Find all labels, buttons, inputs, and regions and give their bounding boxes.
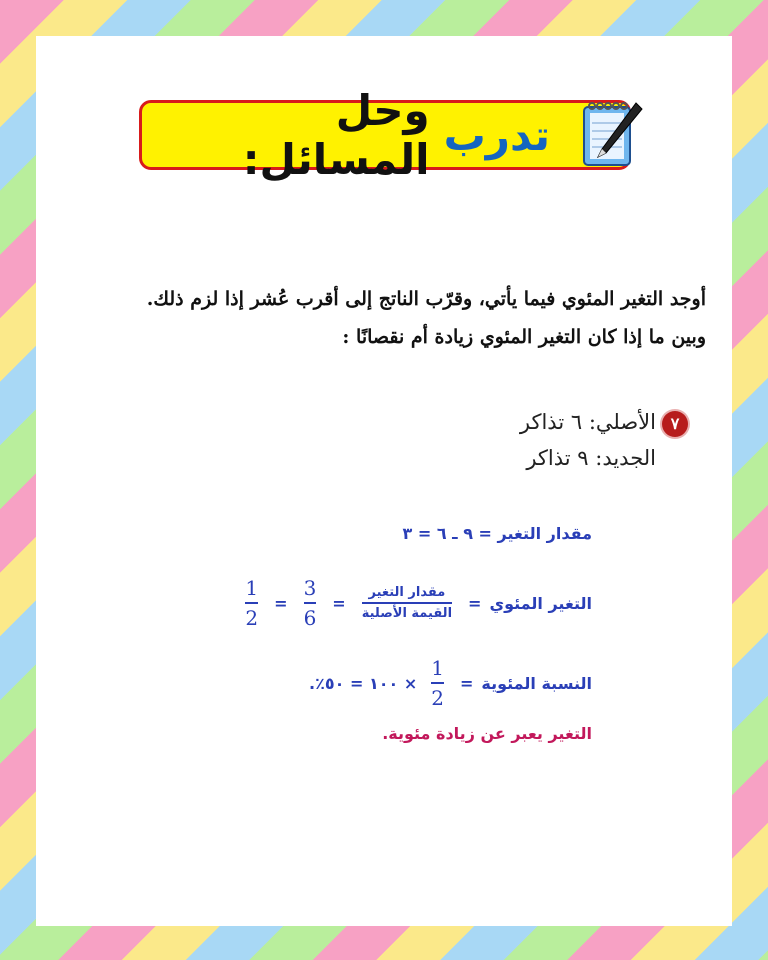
instruction-text: أوجد التغير المئوي فيما يأتي، وقرّب الناتج إلى أقرب عُشر إذا لزم ذلك. وبين ما إذا كان التغير المئوي زيادة أم نقصانًا : — [146, 288, 706, 348]
fraction-bar — [431, 682, 444, 684]
percent-fraction-numerator: 1 — [431, 656, 444, 680]
fraction-simplified-denominator: 2 — [245, 606, 259, 630]
fraction-values-denominator: 6 — [303, 606, 317, 630]
fraction-words-denominator: القيمة الأصلية — [361, 606, 453, 621]
percent-row — [309, 656, 592, 710]
problem-original-row — [336, 404, 688, 440]
content-card — [36, 36, 732, 926]
fraction-bar — [304, 602, 317, 604]
title-banner — [139, 86, 631, 184]
fraction-simplified-numerator: 1 — [245, 576, 259, 600]
problem-number-badge: ٧ — [662, 411, 688, 437]
change-amount-line: مقدار التغير = ٩ ـ ٦ = ٣ — [402, 524, 592, 543]
percent-change-row — [237, 576, 592, 630]
problem-new-row — [336, 440, 688, 476]
notebook-pen-icon — [578, 97, 644, 173]
equals-sign: = — [332, 593, 346, 613]
equals-sign: = — [468, 593, 482, 613]
percent-label: النسبة المئوية — [481, 673, 592, 693]
problem-new: الجديد: ٩ تذاكر — [526, 446, 656, 470]
problem-original: الأصلي: ٦ تذاكر — [519, 410, 656, 434]
conclusion-text: التغير يعبر عن زيادة مئوية. — [382, 724, 592, 743]
equals-sign: = — [274, 593, 288, 613]
title-part1: تدرب — [443, 110, 550, 160]
percent-fraction — [431, 656, 444, 710]
fraction-bar — [362, 602, 452, 604]
fraction-words — [362, 585, 452, 621]
equals-sign: = — [459, 673, 474, 693]
fraction-simplified — [245, 576, 258, 630]
title-part2: وحل المسائل: — [242, 86, 430, 184]
fraction-bar — [245, 602, 258, 604]
percent-change-label: التغير المئوي — [489, 593, 592, 613]
problem-7 — [336, 404, 688, 476]
fraction-values — [304, 576, 317, 630]
percent-fraction-denominator: 2 — [431, 686, 444, 710]
fraction-words-numerator: مقدار التغير — [368, 585, 446, 600]
percent-result: × ١٠٠ = ٥٠٪. — [309, 673, 418, 693]
fraction-values-numerator: 3 — [303, 576, 317, 600]
